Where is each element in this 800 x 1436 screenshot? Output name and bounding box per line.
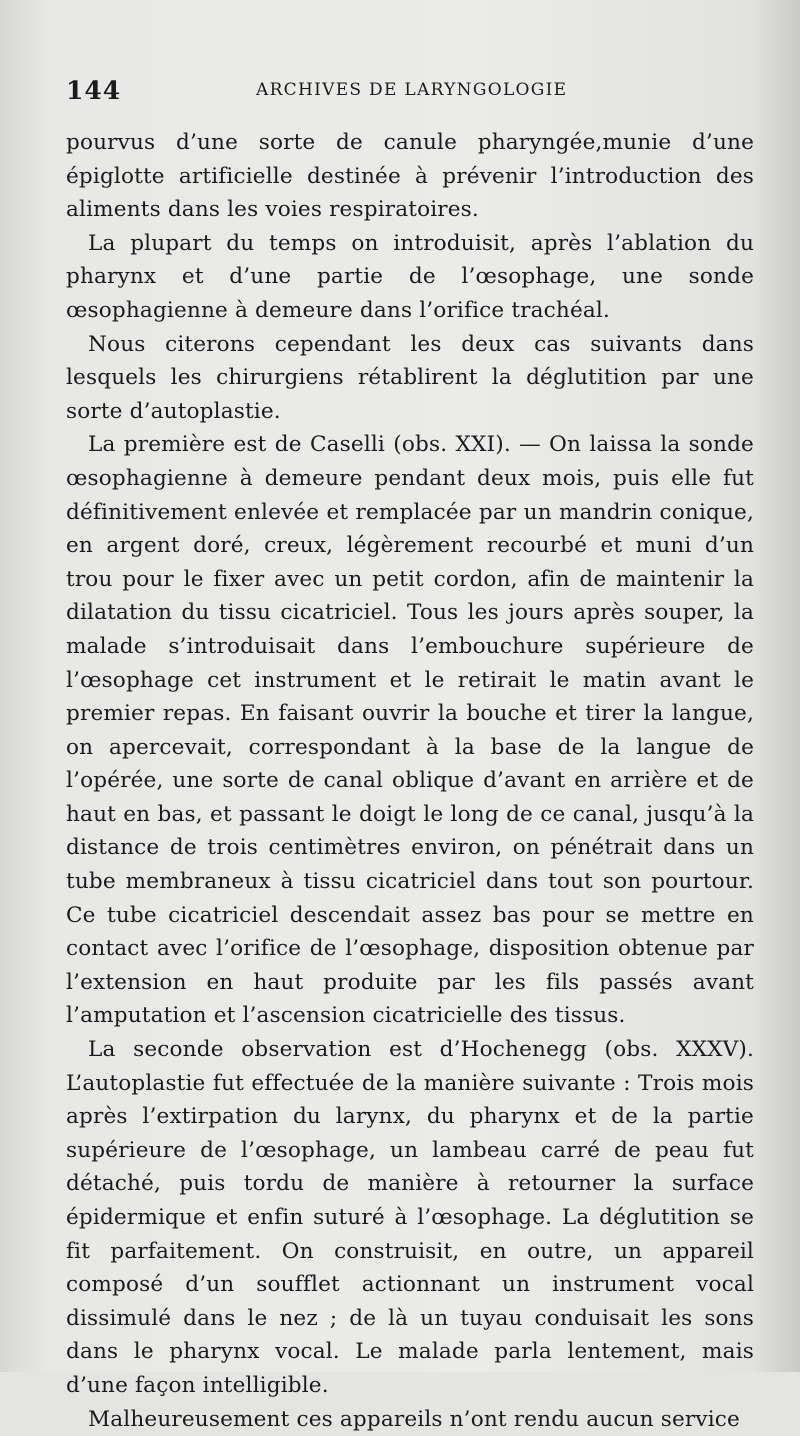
page-number: 144 [66,76,122,105]
body-text [66,126,754,1436]
paragraph-two-cases: Nous citerons cependant les deux cas suivants dans lesquels les chirurgiens rétablirent la déglutition par une sorte d’autoplastie. [66,331,754,424]
running-head [66,76,760,112]
running-title: ARCHIVES DE LARYNGOLOGIE [256,80,568,100]
paragraph-unfortunately: Malheureusement ces appareils n’ont rendu aucun service [88,1406,740,1432]
paragraph-pharynx-ablation: La plupart du temps on introduisit, après l’ablation du pharynx et d’une partie de l’œsophage, une sonde œsophagienne à demeure dans l’orifice trachéal. [66,230,754,323]
paragraph-hochenegg: La seconde observation est d’Hochenegg (obs. XXXV). L’autoplastie fut effectuée de la manière suivante : Trois mois après l’extirpation du larynx, du pharynx et de la partie supérieure de l’œsophage, un lambeau carré de peau fut détaché, puis tordu de manière à retourner la surface épidermique et enfin suturé à l’œsophage. La déglutition se fit parfaitement. On construisit, en outre, un appareil composé d’un soufflet actionnant un instrument vocal dissimulé dans le nez ; de là un tuyau conduisait les sons dans le pharynx vocal. Le malade parla lentement, mais d’une façon intelligible. [66,1037,754,1398]
paragraph-caselli: La première est de Caselli (obs. XXI). — On laissa la sonde œsophagienne à demeure pendant deux mois, puis elle fut définitivement enlevée et remplacée par un mandrin conique, en argent doré, creux, légèrement recourbé et muni d’un trou pour le fixer avec un petit cordon, afin de maintenir la dilatation du tissu cicatriciel. Tous les jours après souper, la malade s’introduisait dans l’embouchure supérieure de l’œsophage cet instrument et le retirait le matin avant le premier repas. En faisant ouvrir la bouche et tirer la langue, on apercevait, correspondant à la base de la langue de l’opérée, une sorte de canal oblique d’avant en arrière et de haut en bas, et passant le doigt le long de ce canal, jusqu’à la distance de trois centimètres environ, on pénétrait dans un tube membraneux à tissu cicatriciel dans tout son pourtour. Ce tube cicatriciel descendait assez bas pour se mettre en contact avec l’orifice de l’œsophage, disposition obtenue par l’extension en haut produite par les fils passés avant l’amputation et l’ascension cicatricielle des tissus. [66,432,754,1029]
paragraph-continuation: pourvus d’une sorte de canule pharyngée,munie d’une épiglotte artificielle destinée à prévenir l’introduction des aliments dans les voies respiratoires. [66,130,754,223]
